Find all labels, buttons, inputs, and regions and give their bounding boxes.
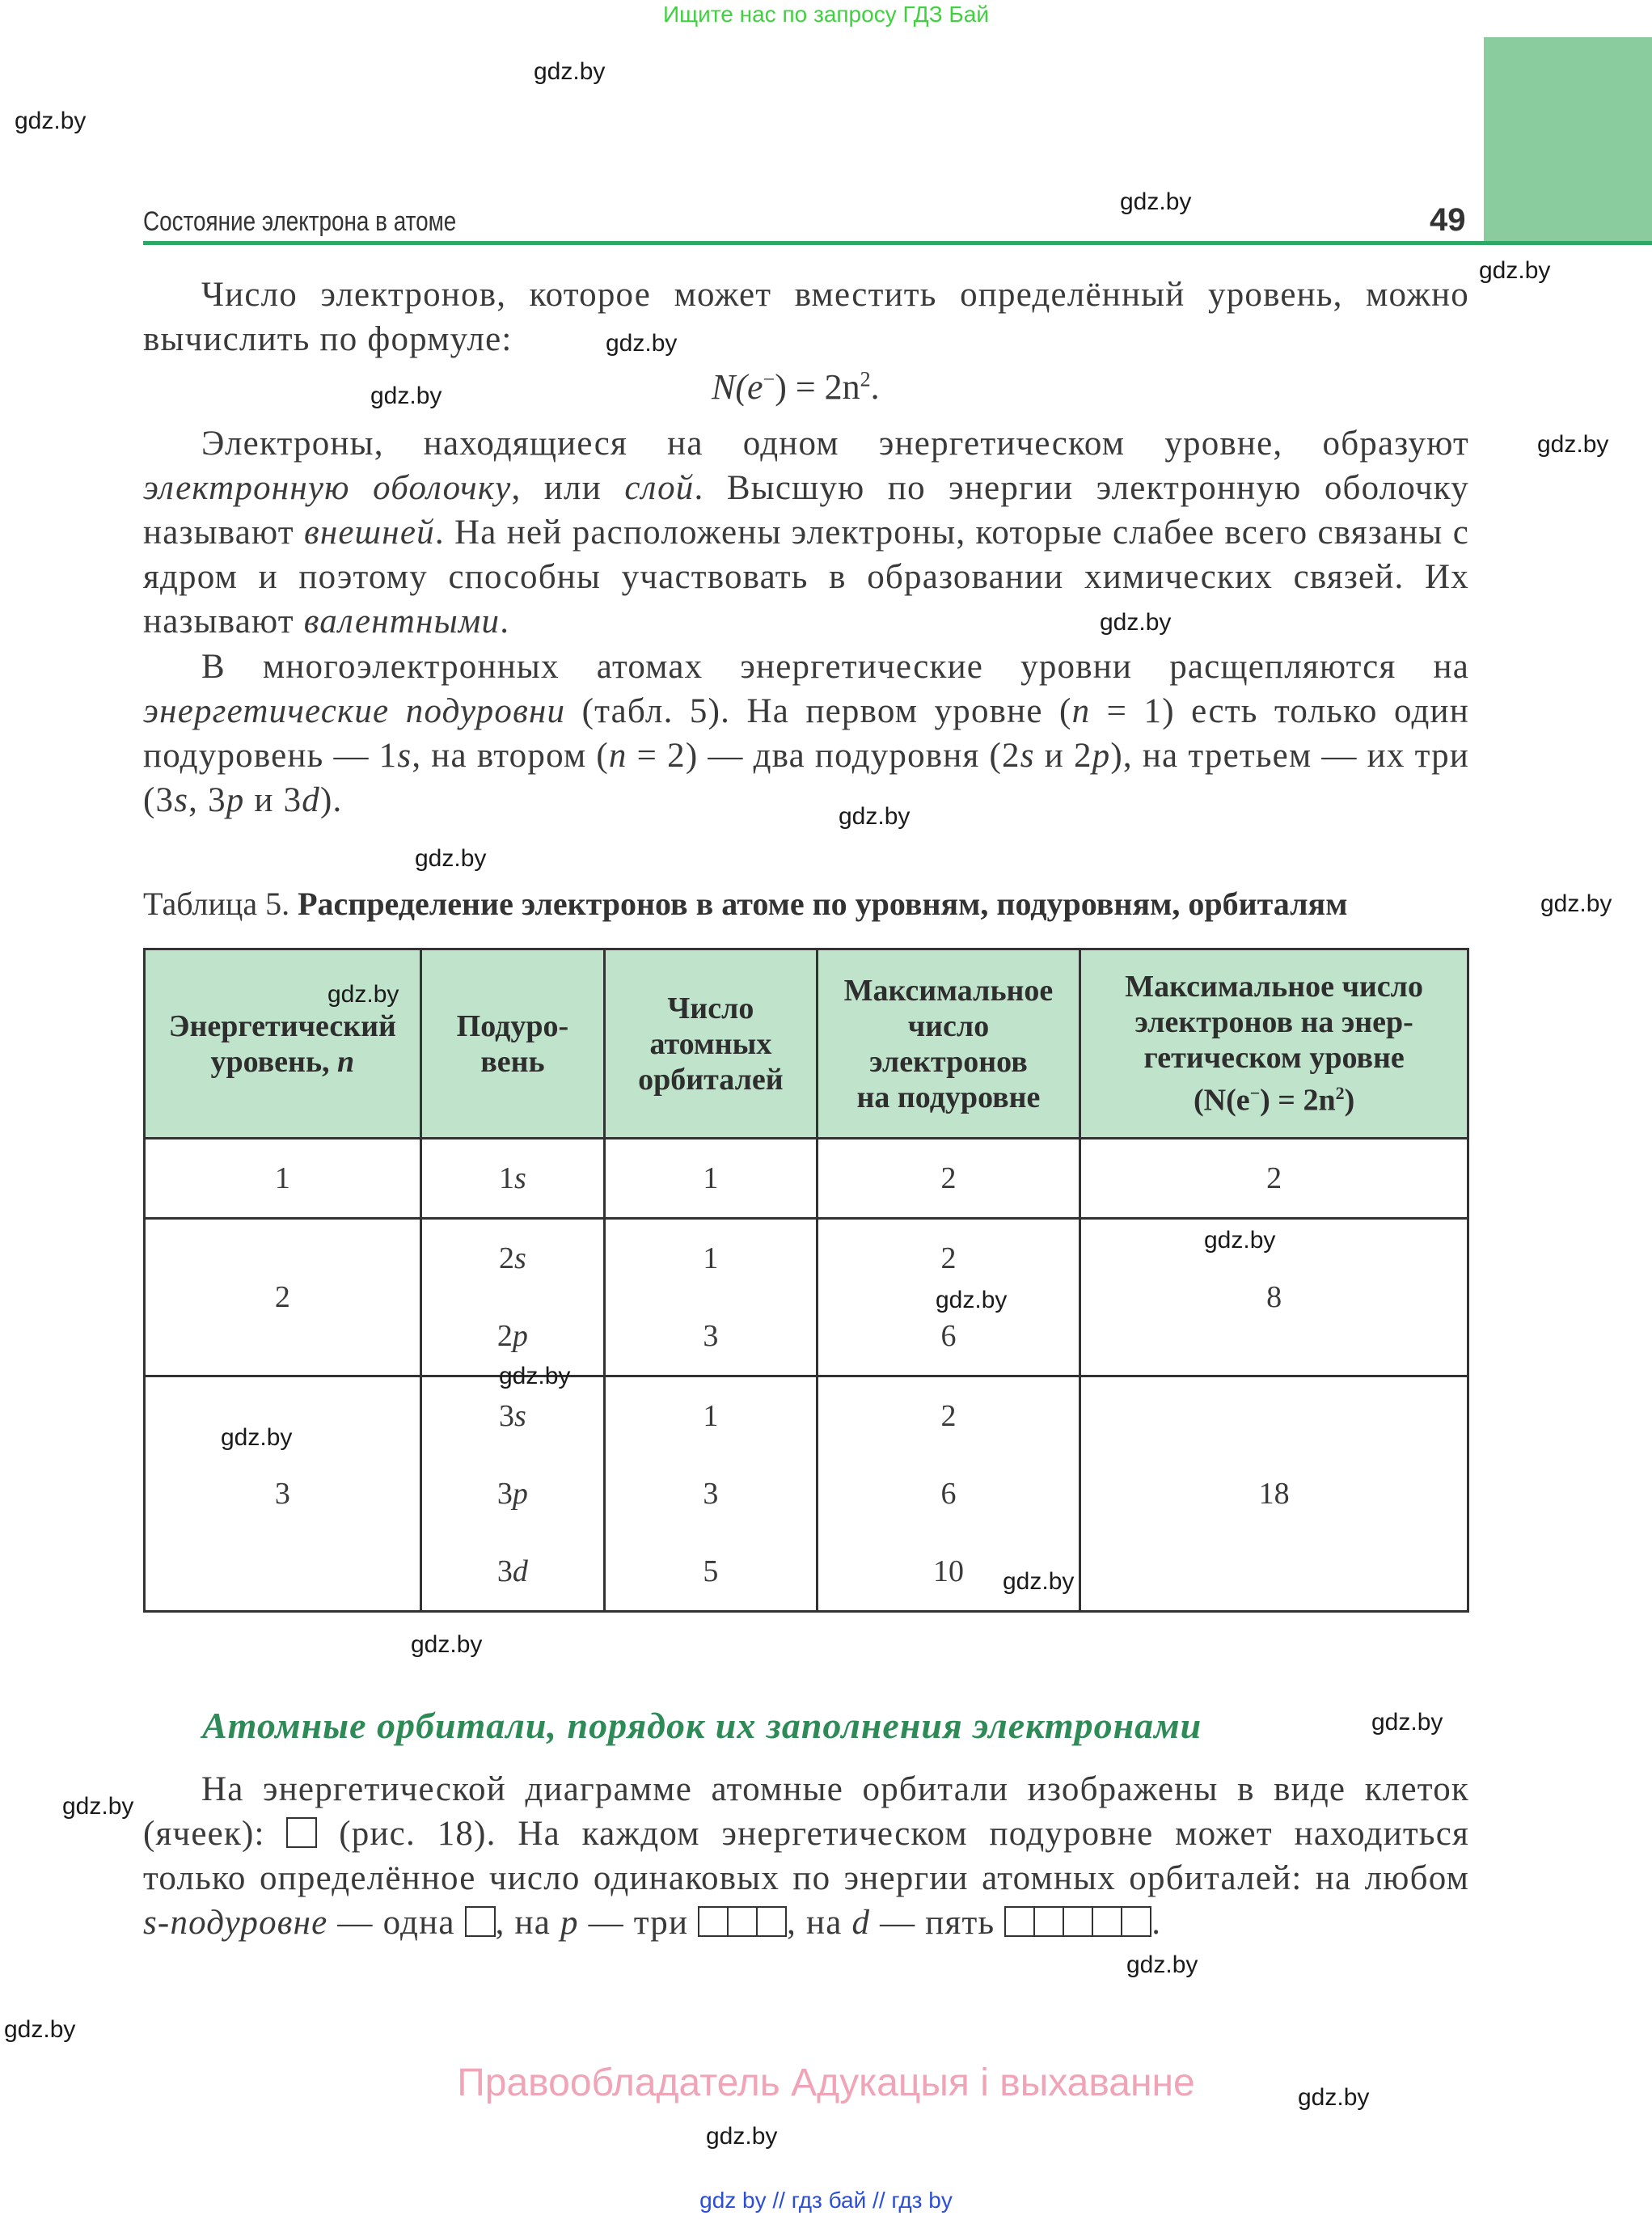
text: ). bbox=[320, 781, 343, 819]
sub-num: 3 bbox=[499, 1399, 514, 1433]
watermark: gdz.by bbox=[534, 58, 606, 85]
header-formula-part: ) = 2n bbox=[1260, 1083, 1336, 1118]
watermark: gdz.by bbox=[606, 330, 678, 357]
watermark: gdz.by bbox=[327, 981, 399, 1008]
text: — три bbox=[578, 1904, 699, 1942]
text: — одна bbox=[327, 1904, 465, 1942]
sub-letter: p bbox=[512, 1477, 528, 1511]
sub-num: 1 bbox=[499, 1161, 514, 1195]
watermark: gdz.by bbox=[415, 845, 487, 872]
var-s: s bbox=[397, 737, 412, 775]
sub-letter: d bbox=[512, 1554, 528, 1588]
text: . На ней расположены электроны, которые слабее всего связаны с ядром и поэтому способны участвовать в образовании химических связей. Их называют bbox=[143, 514, 1469, 641]
top-banner: Ищите нас по запросу ГДЗ Бай bbox=[662, 2, 990, 27]
watermark: gdz.by bbox=[4, 2016, 76, 2043]
formula-end: . bbox=[870, 367, 880, 407]
formula-sup-two: 2 bbox=[860, 367, 871, 391]
sub-letter: p bbox=[512, 1319, 528, 1353]
max-count: 6 bbox=[940, 1477, 957, 1511]
cell-sublevel bbox=[420, 1376, 604, 1612]
orbital-cell-icon bbox=[758, 1906, 787, 1937]
orbital-count: 1 bbox=[703, 1241, 719, 1275]
sub-num: 3 bbox=[496, 1477, 513, 1511]
page-number: 49 bbox=[1430, 202, 1466, 238]
orbital-count: 5 bbox=[703, 1554, 719, 1588]
header-sublevel bbox=[420, 949, 604, 1139]
text: . bbox=[1151, 1904, 1162, 1942]
header-line: электронов bbox=[869, 1044, 1028, 1079]
watermark: gdz.by bbox=[370, 383, 442, 409]
text: . Высшую по энергии электронную оболочку называют bbox=[143, 469, 1469, 552]
formula-sup-minus: − bbox=[763, 367, 775, 391]
formula-rhs: ) = 2n bbox=[775, 367, 860, 407]
var-d: d bbox=[851, 1904, 871, 1942]
orbital-count: 3 bbox=[703, 1319, 719, 1353]
sub-num: 2 bbox=[499, 1241, 514, 1275]
header-formula-part: ) bbox=[1344, 1083, 1355, 1118]
orbital-cell-icon bbox=[1064, 1906, 1093, 1937]
header-line: Энергетический bbox=[168, 1008, 396, 1043]
term-valence: валентными bbox=[303, 603, 501, 641]
copyright-notice: Правообладатель Адукацыя і выхаванне bbox=[457, 2061, 1195, 2104]
header-level bbox=[145, 949, 421, 1139]
table-caption-prefix: Таблица 5. bbox=[143, 886, 298, 922]
text: ), на третьем — их три (3 bbox=[143, 737, 1469, 819]
watermark: gdz.by bbox=[1204, 1227, 1276, 1254]
header-max-level bbox=[1080, 949, 1468, 1139]
max-count: 10 bbox=[932, 1554, 964, 1588]
header-line: Число bbox=[667, 991, 754, 1025]
header-line: число bbox=[907, 1008, 990, 1043]
text: , на bbox=[787, 1904, 852, 1942]
cell-orbitals bbox=[605, 1219, 818, 1376]
table-header-row bbox=[145, 949, 1468, 1139]
sub-num: 2 bbox=[496, 1319, 513, 1353]
header-line: на подуровне bbox=[856, 1080, 1041, 1114]
cell-max-level: 2 bbox=[1080, 1139, 1468, 1219]
electron-distribution-table bbox=[143, 948, 1469, 1613]
watermark: gdz.by bbox=[499, 1363, 571, 1389]
header-orbitals bbox=[605, 949, 818, 1139]
text: . bbox=[500, 603, 510, 641]
cell-sublevel bbox=[420, 1139, 604, 1219]
text: , 3 bbox=[188, 781, 226, 819]
orbital-cell-icon bbox=[1004, 1906, 1035, 1937]
cell-orbitals: 1 bbox=[605, 1139, 818, 1219]
orbital-cell-icon bbox=[465, 1906, 496, 1937]
text: = 1) есть только один подуровень — 1 bbox=[143, 692, 1469, 775]
orbital-cell-icon bbox=[1093, 1906, 1122, 1937]
header-formula-sup: − bbox=[1249, 1083, 1261, 1104]
text: , или bbox=[511, 469, 625, 507]
header-formula bbox=[1081, 1076, 1467, 1118]
header-line: вень bbox=[480, 1044, 545, 1079]
cell-max-level: 18 bbox=[1080, 1376, 1468, 1612]
var-s: s bbox=[1020, 737, 1035, 775]
p-orbital-cells-icon bbox=[698, 1904, 787, 1942]
var-d: d bbox=[302, 781, 320, 819]
orbital-count: 1 bbox=[703, 1399, 719, 1433]
watermark: gdz.by bbox=[1537, 431, 1609, 458]
cell-level: 2 bbox=[145, 1219, 421, 1376]
watermark: gdz.by bbox=[1100, 609, 1172, 636]
text: Число электронов, которое может вместить определённый уровень, можно вычислить по формуле: bbox=[143, 276, 1469, 358]
formula-lhs: N(e bbox=[712, 367, 763, 407]
term-sublevels: энергетические подуровни bbox=[143, 692, 566, 730]
max-count: 2 bbox=[940, 1399, 957, 1433]
header-line: гетическом уровне bbox=[1143, 1041, 1405, 1076]
watermark: gdz.by bbox=[1371, 1709, 1443, 1736]
cell-level: 3 bbox=[145, 1376, 421, 1612]
paragraph-formula-intro bbox=[143, 273, 1469, 362]
orbital-cell-icon bbox=[698, 1906, 729, 1937]
formula-electron-count bbox=[712, 366, 880, 408]
cell-level: 1 bbox=[145, 1139, 421, 1219]
watermark: gdz.by bbox=[1540, 890, 1612, 917]
sub-num: 3 bbox=[496, 1554, 513, 1588]
header-var-n: n bbox=[337, 1044, 355, 1079]
paragraph-orbitals bbox=[143, 1767, 1469, 1945]
bottom-links[interactable]: gdz by // гдз бай // гдз by bbox=[699, 2188, 953, 2213]
section-heading: Атомные орбитали, порядок их заполнения электронами bbox=[202, 1705, 1202, 1746]
orbital-cell-icon bbox=[1035, 1906, 1064, 1937]
header-line: Подуро- bbox=[456, 1008, 569, 1043]
cell-max-sublevel: 2 bbox=[817, 1139, 1080, 1219]
cell-orbitals bbox=[605, 1376, 818, 1612]
paragraph-sublevels bbox=[143, 645, 1469, 822]
var-p: p bbox=[560, 1904, 579, 1942]
cell-max-level: 8 bbox=[1080, 1219, 1468, 1376]
text: Электроны, находящиеся на одном энергетическом уровне, образуют bbox=[201, 425, 1469, 463]
header-line: орбиталей bbox=[638, 1062, 784, 1097]
table-caption-title: Распределение электронов в атоме по уровням, подуровням, орбиталям bbox=[298, 886, 1348, 922]
header-text: уровень, bbox=[210, 1044, 338, 1079]
orbital-count: 3 bbox=[703, 1477, 719, 1511]
watermark: gdz.by bbox=[1120, 188, 1192, 215]
header-formula-sup: 2 bbox=[1335, 1083, 1345, 1104]
header-line bbox=[146, 1044, 420, 1080]
sub-letter: s bbox=[514, 1399, 526, 1433]
sub-item bbox=[422, 1220, 603, 1297]
watermark: gdz.by bbox=[706, 2123, 778, 2150]
header-formula-part: (N(e bbox=[1193, 1083, 1250, 1118]
term-layer: слой bbox=[624, 469, 695, 507]
orbital-cell-icon bbox=[729, 1906, 758, 1937]
term-s-sublevel: s-подуровне bbox=[143, 1904, 328, 1942]
header-line: атомных bbox=[649, 1026, 772, 1061]
header-rule bbox=[143, 241, 1652, 245]
header-line: электронов на энер- bbox=[1134, 1005, 1413, 1040]
watermark: gdz.by bbox=[1479, 257, 1551, 284]
text: и 2 bbox=[1034, 737, 1092, 775]
var-n: n bbox=[1071, 692, 1091, 730]
cell-sublevel bbox=[420, 1219, 604, 1376]
sub-item bbox=[422, 1455, 603, 1533]
watermark: gdz.by bbox=[62, 1793, 134, 1820]
watermark: gdz.by bbox=[221, 1424, 293, 1451]
sub-item bbox=[422, 1533, 603, 1610]
running-title: Состояние электрона в атоме bbox=[143, 206, 457, 237]
text: и 3 bbox=[244, 781, 302, 819]
term-electron-shell: электронную оболочку bbox=[143, 469, 512, 507]
header-max-sublevel bbox=[817, 949, 1080, 1139]
watermark: gdz.by bbox=[1126, 1951, 1198, 1978]
text: , на втором ( bbox=[412, 737, 609, 775]
text: В многоэлектронных атомах энергетические уровни расщепляются на bbox=[201, 648, 1469, 686]
table-caption bbox=[143, 885, 1347, 923]
sub-letter: s bbox=[514, 1161, 526, 1195]
table-row bbox=[145, 1139, 1468, 1219]
d-orbital-cells-icon bbox=[1004, 1904, 1151, 1942]
watermark: gdz.by bbox=[411, 1631, 483, 1658]
text: , на bbox=[495, 1904, 560, 1942]
max-count: 2 bbox=[940, 1241, 957, 1275]
var-n: n bbox=[608, 737, 627, 775]
paragraph-shells bbox=[143, 421, 1469, 644]
sub-letter: s bbox=[514, 1241, 526, 1275]
header-line: Максимальное bbox=[843, 973, 1054, 1008]
header-line: Максимальное число bbox=[1125, 970, 1423, 1004]
var-p: p bbox=[1092, 737, 1111, 775]
term-outer: внешней bbox=[303, 514, 435, 552]
text: = 2) — два подуровня (2 bbox=[627, 737, 1020, 775]
var-p: p bbox=[226, 781, 245, 819]
text: На энергетической диаграмме атомные орбитали изображены в виде клеток (ячеек): bbox=[143, 1770, 1469, 1853]
text: (рис. 18). На каждом энергетическом подуровне может находиться только определённое число одинаковых по энергии атомных орбиталей: на любом bbox=[143, 1815, 1469, 1897]
text: (табл. 5). На первом уровне ( bbox=[565, 692, 1072, 730]
watermark: gdz.by bbox=[1003, 1568, 1075, 1595]
var-s: s bbox=[174, 781, 189, 819]
table-row bbox=[145, 1376, 1468, 1612]
watermark: gdz.by bbox=[936, 1287, 1008, 1313]
max-count: 6 bbox=[940, 1319, 957, 1353]
watermark: gdz.by bbox=[1298, 2084, 1370, 2111]
orbital-cell-icon bbox=[1122, 1906, 1151, 1937]
watermark: gdz.by bbox=[839, 803, 911, 830]
page-corner-tab bbox=[1484, 37, 1652, 243]
orbital-cell-icon bbox=[286, 1817, 317, 1848]
text: — пять bbox=[870, 1904, 1005, 1942]
watermark: gdz.by bbox=[15, 108, 87, 134]
